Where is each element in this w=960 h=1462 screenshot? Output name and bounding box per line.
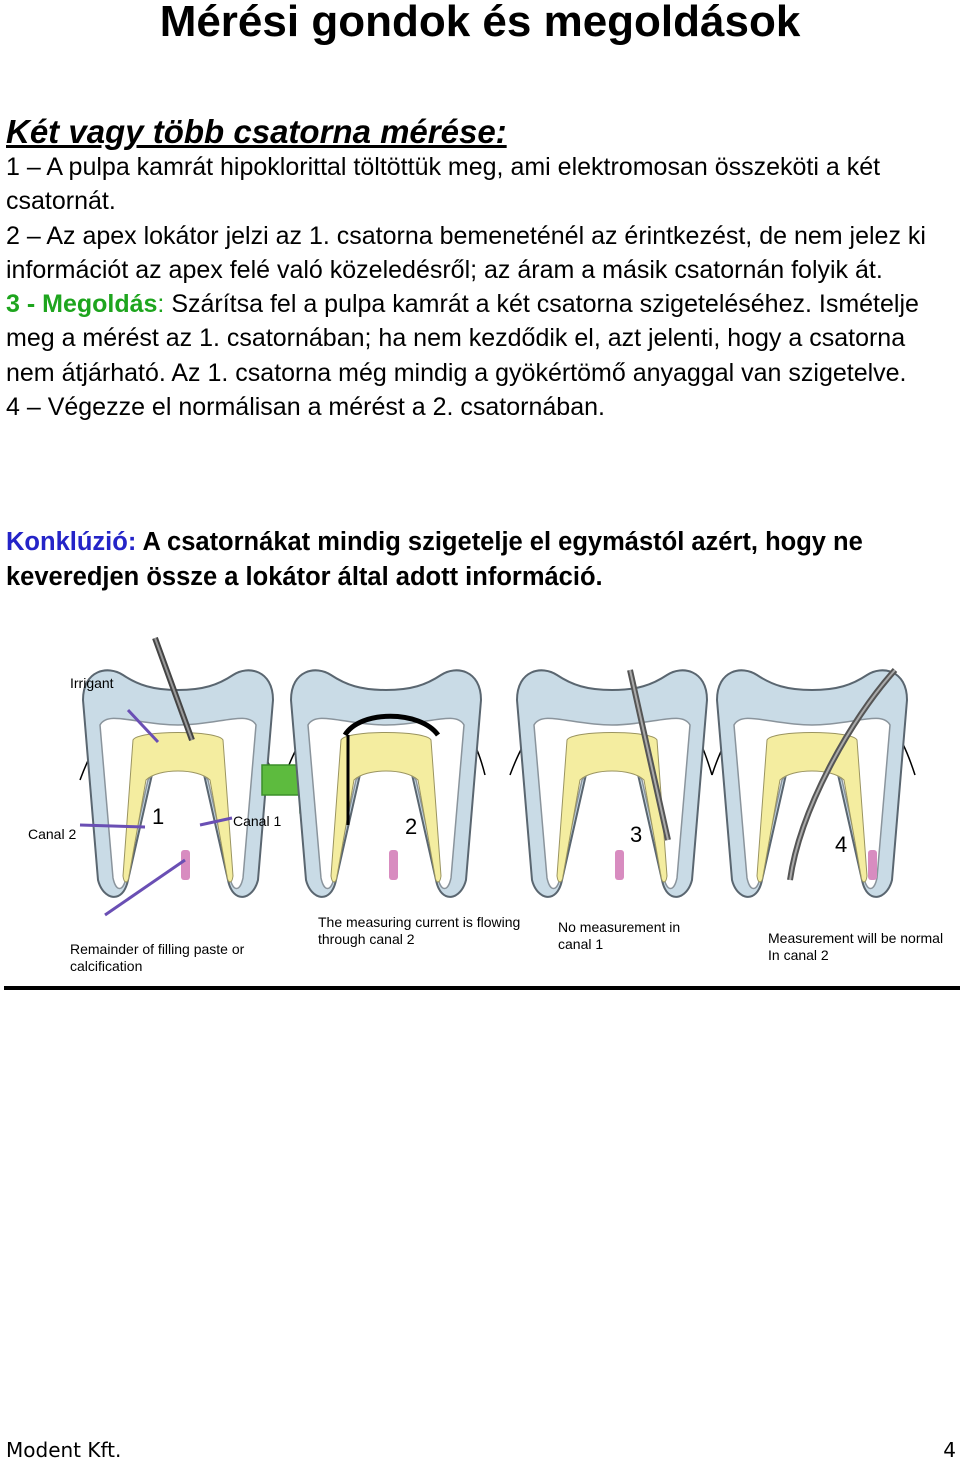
footer-page-number: 4: [943, 1438, 956, 1462]
label-num-3: 3: [630, 822, 643, 847]
label-canal1: Canal 1: [233, 813, 282, 829]
horizontal-rule: [4, 986, 960, 990]
step-2: 2 – Az apex lokátor jelzi az 1. csatorna bemeneténél az érintkezést, de nem jelez ki információt az apex felé való közeledésről; az áram a másik csatornán folyik át.: [6, 221, 926, 284]
solution-label: 3 - Megoldás: [6, 290, 158, 319]
label-current-1: The measuring current is flowing: [318, 914, 521, 930]
label-remainder-1: Remainder of filling paste or: [70, 941, 245, 957]
solution-colon: :: [157, 290, 165, 319]
label-nomeas-2: canal 1: [558, 936, 604, 952]
label-meas-2: In canal 2: [768, 947, 829, 963]
step-4: 4 – Végezze el normálisan a mérést a 2. csatornában.: [6, 393, 605, 422]
label-nomeas-1: No measurement in: [558, 919, 681, 935]
arrow-canal2: [80, 825, 145, 827]
step-3: [6, 287, 956, 390]
label-canal2: Canal 2: [28, 826, 77, 842]
label-num-2: 2: [405, 814, 418, 839]
solution-text: Szárítsa fel a pulpa kamrát a két csatorna szigeteléséhez. Ismételje meg a mérést az 1. csatornában; ha nem kezdődik el, azt jelenti, hogy a csatorna nem átjárható. Az 1. csatorna még mindig a gyökértömő anyaggal van szigetelve.: [6, 290, 919, 387]
label-current-2: through canal 2: [318, 931, 415, 947]
section-heading: Két vagy több csatorna mérése:: [6, 113, 507, 150]
conclusion-label: Konklúzió:: [6, 528, 137, 556]
tooth-3: [517, 670, 707, 897]
label-num-4: 4: [835, 832, 848, 857]
label-num-1: 1: [152, 804, 165, 829]
label-irrigant: Irrigant: [70, 675, 114, 691]
tooth-diagram: [0, 630, 960, 990]
label-meas-1: Measurement will be normal: [768, 930, 944, 946]
tooth-2: [291, 670, 481, 897]
label-remainder-2: calcification: [70, 958, 143, 974]
tooth-4: [717, 670, 907, 897]
conclusion-text: A csatornákat mindig szigetelje el egymástól azért, hogy ne keveredjen össze a lokátor által adott információ.: [6, 528, 863, 591]
page-title: Mérési gondok és megoldások: [159, 0, 801, 46]
conclusion: [6, 525, 960, 595]
body-text: [6, 150, 956, 424]
step-1: 1 – A pulpa kamrát hipoklorittal töltöttük meg, ami elektromosan összeköti a két csatornát.: [6, 153, 881, 216]
footer-company: Modent Kft.: [6, 1438, 122, 1462]
